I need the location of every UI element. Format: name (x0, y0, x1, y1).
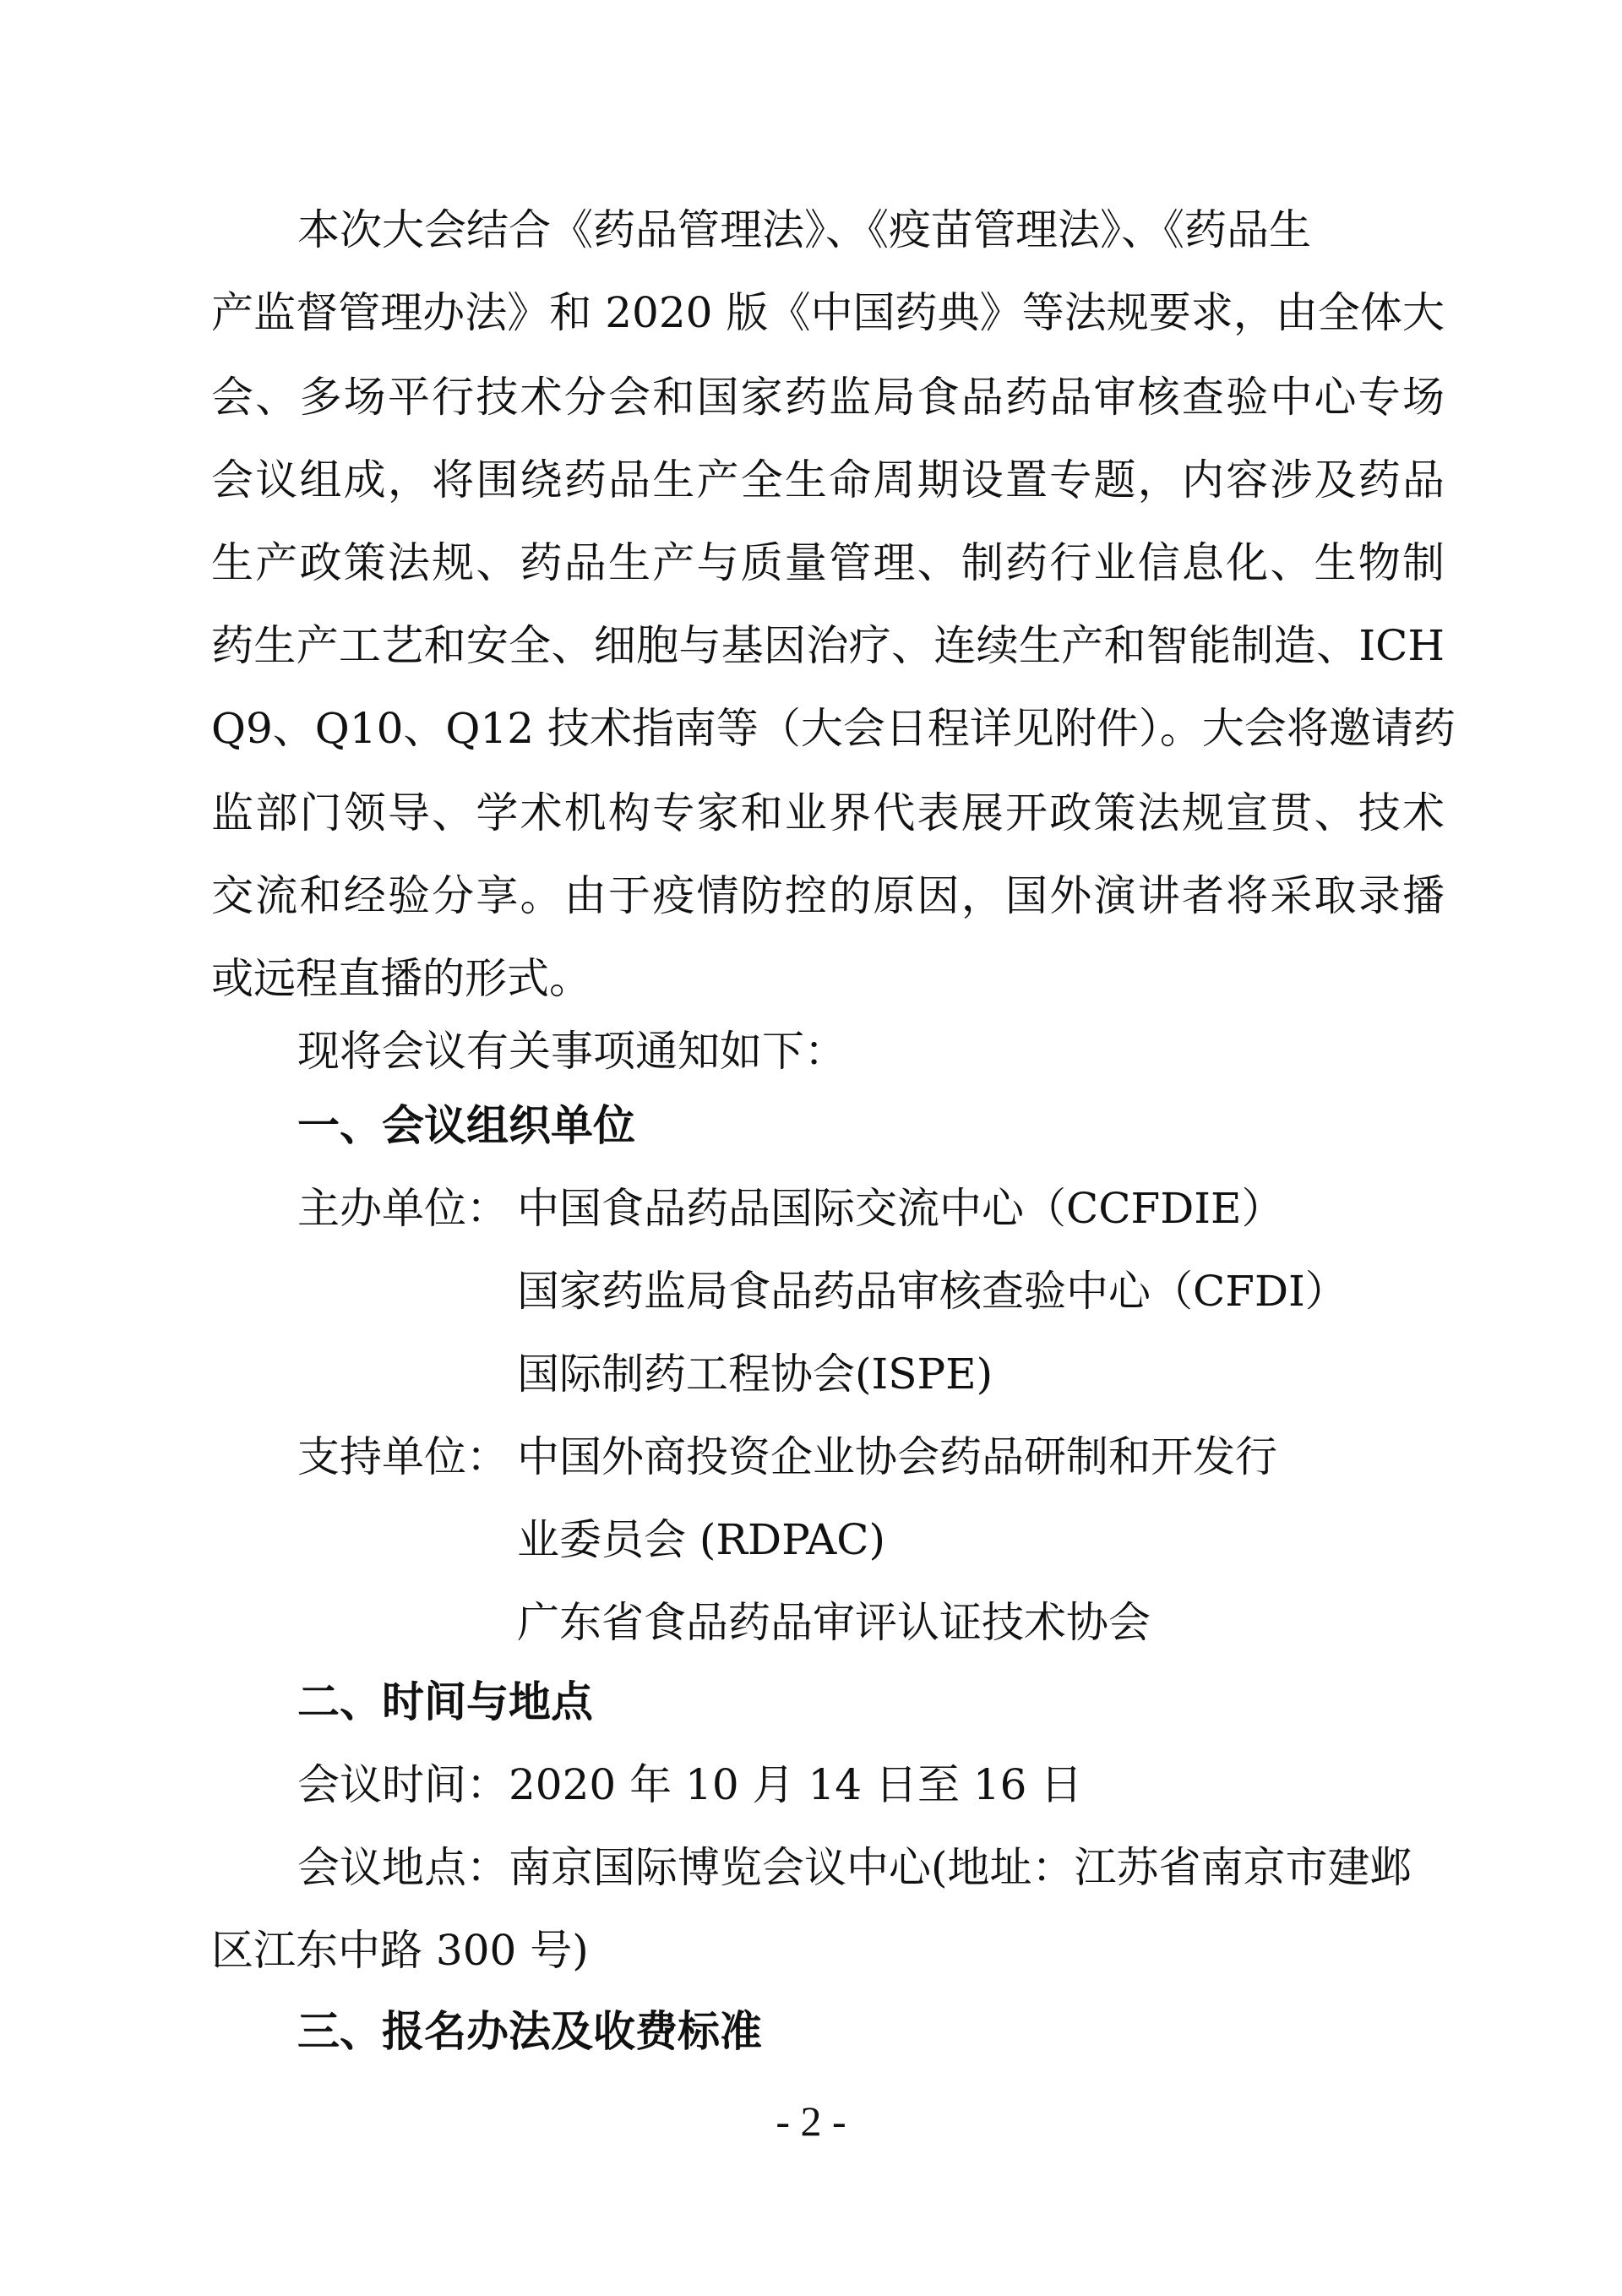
meeting-venue-cont: 区江东中路 300 号) (211, 1926, 589, 1975)
intro-line-3: 会、多场平行技术分会和国家药监局食品药品审核查验中心专场 (211, 373, 1445, 422)
page-number: - 2 - (776, 2097, 846, 2145)
notice-text: 现将会议有关事项通知如下： (297, 1027, 846, 1076)
meeting-time: 会议时间：2020 年 10 月 14 日至 16 日 (297, 1760, 1083, 1809)
section-1-heading: 一、会议组织单位 (297, 1101, 635, 1150)
intro-line-7: Q9、Q10、Q12 技术指南等（大会日程详见附件）。大会将邀请药 (211, 704, 1456, 753)
support-org-1: 中国外商投资企业协会药品研制和开发行 (517, 1432, 1277, 1481)
support-org-2: 广东省食品药品审评认证技术协会 (517, 1598, 1151, 1647)
intro-line-2: 产监督管理办法》和 2020 版《中国药典》等法规要求，由全体大 (211, 288, 1445, 337)
host-org-2: 国家药监局食品药品审核查验中心（CFDI） (517, 1267, 1347, 1316)
section-2-heading: 二、时间与地点 (297, 1677, 593, 1726)
intro-line-9: 交流和经验分享。由于疫情防控的原因，国外演讲者将采取录播 (211, 871, 1445, 920)
support-label: 支持单位： (297, 1432, 509, 1481)
intro-line-4: 会议组成，将围绕药品生产全生命周期设置专题，内容涉及药品 (211, 455, 1445, 504)
host-label: 主办单位： (297, 1184, 509, 1233)
intro-line-10: 或远程直播的形式。 (211, 954, 591, 1003)
intro-line-6: 药生产工艺和安全、细胞与基因治疗、连续生产和智能制造、ICH (211, 621, 1445, 670)
host-org-3: 国际制药工程协会(ISPE) (517, 1350, 993, 1399)
intro-line-8: 监部门领导、学术机构专家和业界代表展开政策法规宣贯、技术 (211, 788, 1445, 837)
support-org-1-cont: 业委员会 (RDPAC) (517, 1515, 886, 1564)
intro-line-5: 生产政策法规、药品生产与质量管理、制药行业信息化、生物制 (211, 538, 1445, 587)
intro-line-1: 本次大会结合《药品管理法》、《疫苗管理法》、《药品生 (297, 205, 1311, 254)
meeting-venue: 会议地点：南京国际博览会议中心(地址：江苏省南京市建邺 (297, 1843, 1412, 1892)
section-3-heading: 三、报名办法及收费标准 (297, 2007, 762, 2056)
host-org-1: 中国食品药品国际交流中心（CCFDIE） (517, 1184, 1284, 1233)
